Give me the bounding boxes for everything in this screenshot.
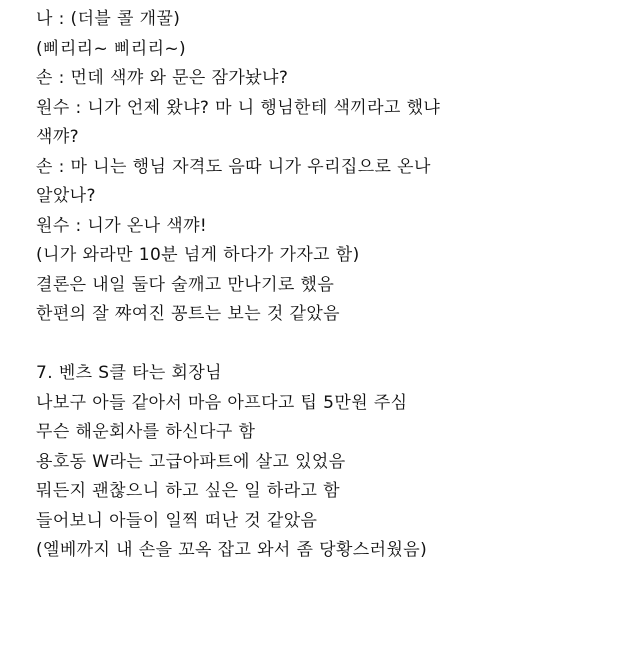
text-line: 원수 : 니가 온나 색꺄! [36,215,208,236]
text-line: 나 : (더블 콜 개꿀) [36,9,181,29]
text-line: 손 : 마 니는 행님 자격도 음따 니가 우리집으로 온나 [36,156,431,177]
text-line: 결론은 내일 둘다 술깨고 만나기로 했음 [36,274,335,295]
text-line: (엘베까지 내 손을 꼬옥 잡고 와서 좀 당황스러웠음) [36,540,428,560]
text-line: 뭐든지 괜찮으니 하고 싶은 일 하라고 함 [36,481,340,501]
text-line: (삐리리~ 삐리리~) [36,38,187,59]
text-line: 무슨 해운회사를 하신다구 함 [36,422,256,442]
document-body [36,5,626,566]
text-line: (니가 와라만 10분 넘게 하다가 가자고 함) [36,245,360,265]
section-heading: 7. 벤츠 S클 타는 회장님 [36,363,223,383]
paragraph-break [36,330,626,360]
text-line: 색꺄? [36,127,80,147]
text-line: 용호동 W라는 고급아파트에 살고 있었음 [36,451,346,472]
text-line: 나보구 아들 같아서 마음 아프다고 팁 5만원 주심 [36,392,408,413]
text-line: 알았나? [36,186,96,206]
text-line: 원수 : 니가 언제 왔냐? 마 니 행님한테 색끼라고 했냐 [36,97,441,118]
text-line: 들어보니 아들이 일찍 떠난 것 같았음 [36,510,318,531]
text-line: 한편의 잘 쨔여진 꽁트는 보는 것 같았음 [36,304,340,324]
text-line: 손 : 먼데 색꺄 와 문은 잠가놨냐? [36,68,289,88]
